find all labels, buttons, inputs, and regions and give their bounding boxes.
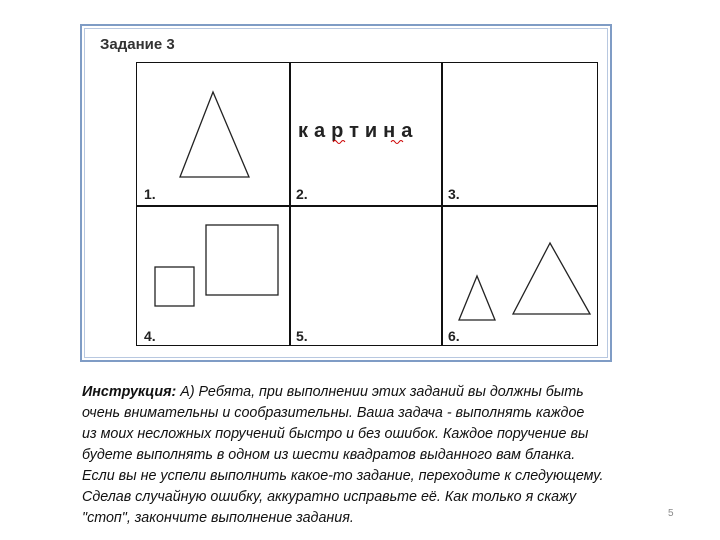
small-square-cell-4	[155, 267, 194, 306]
instruction-line-1-text: А) Ребята, при выполнении этих заданий вы должны быть	[180, 384, 584, 400]
spellcheck-squiggle-2	[391, 141, 403, 144]
instruction-line-3: из моих несложных поручений быстро и без ошибок. Каждое поручение вы	[82, 426, 589, 442]
cell-number-4: 4.	[144, 328, 156, 344]
spellcheck-squiggle-1	[333, 141, 345, 144]
cell-number-6: 6.	[448, 328, 460, 344]
triangle-cell-1	[180, 92, 249, 177]
cell-number-2: 2.	[296, 186, 308, 202]
page-number: 5	[668, 508, 674, 519]
small-triangle-cell-6	[459, 276, 495, 320]
instruction-line-2: очень внимательны и сообразительны. Ваша задача - выполнять каждое	[82, 405, 585, 421]
instruction-line-5: Если вы не успели выполнить какое-то задание, переходите к следующему.	[82, 468, 604, 484]
instruction-line-7: "стоп", закончите выполнение задания.	[82, 510, 354, 526]
cell-number-3: 3.	[448, 186, 460, 202]
large-square-cell-4	[206, 225, 278, 295]
instruction-line-4: будете выполнять в одном из шести квадратов выданного вам бланка.	[82, 447, 576, 463]
instruction-line-1	[82, 382, 672, 403]
instruction-text	[82, 382, 672, 529]
cell-number-1: 1.	[144, 186, 156, 202]
instruction-label: Инструкция:	[82, 384, 177, 400]
task-title: Задание 3	[100, 36, 175, 53]
cell-number-5: 5.	[296, 328, 308, 344]
large-triangle-cell-6	[513, 243, 590, 314]
cell-2-word: картина	[298, 120, 419, 142]
instruction-line-6: Сделав случайную ошибку, аккуратно исправьте её. Как только я скажу	[82, 489, 577, 505]
